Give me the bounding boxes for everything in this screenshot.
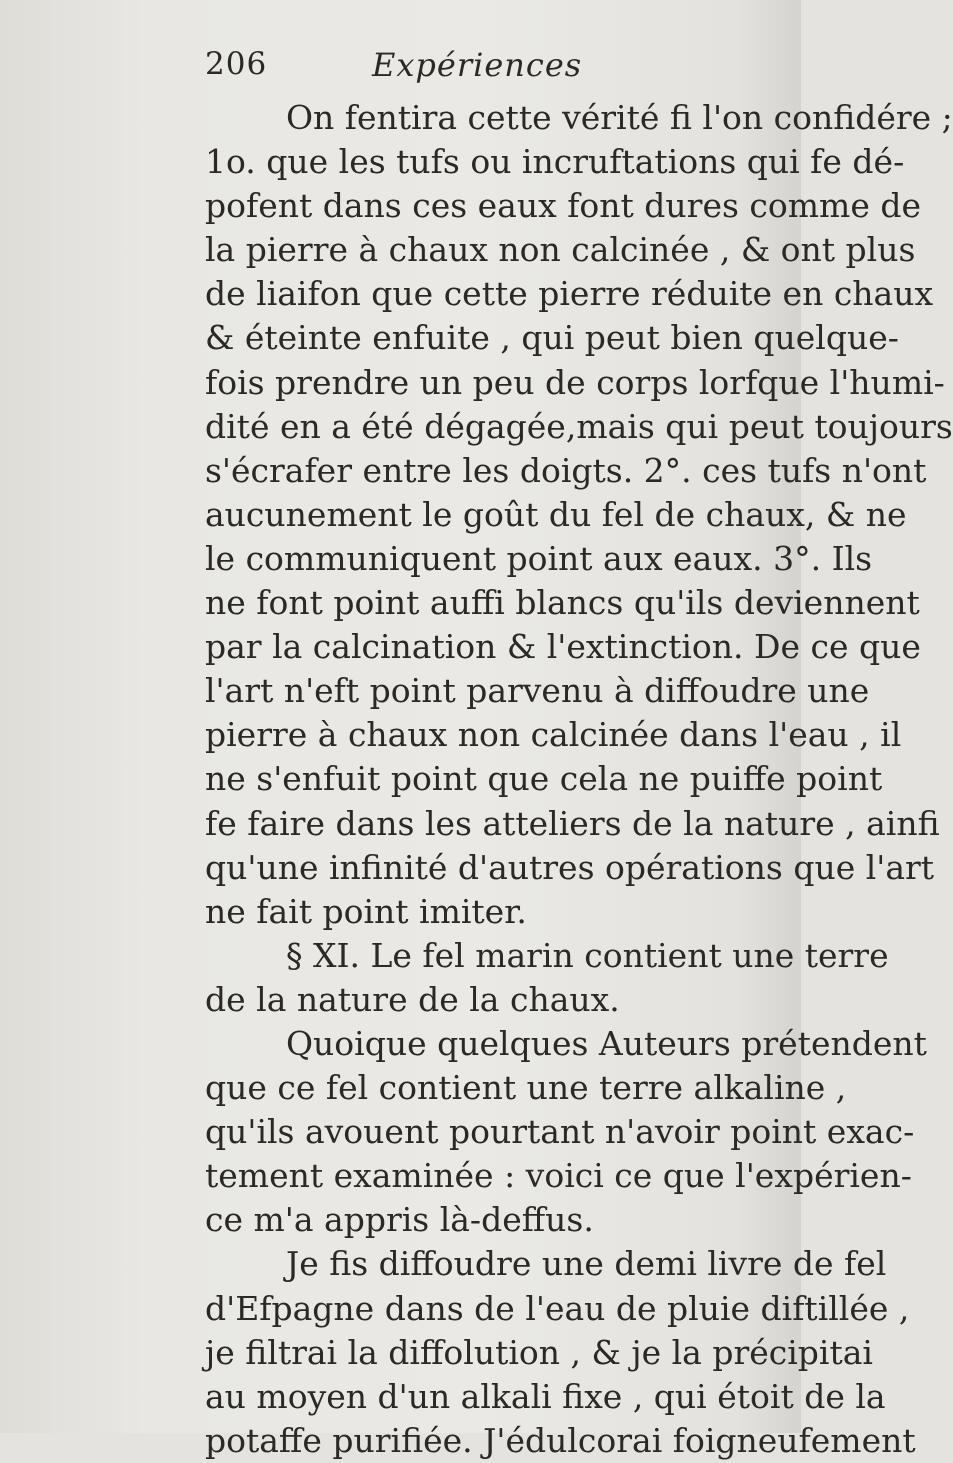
text-line: de liaifon que cette pierre réduite en chaux xyxy=(205,274,934,314)
body-text xyxy=(205,96,953,1463)
page-number: 206 xyxy=(205,46,268,82)
page-header xyxy=(0,46,801,86)
text-line: qu'ils avouent pourtant n'avoir point exac- xyxy=(205,1112,915,1152)
text-line: je filtrai la diffolution , & je la précipitai xyxy=(205,1332,873,1372)
text-line: que ce fel contient une terre alkaline , xyxy=(205,1068,847,1108)
text-line: l'art n'eft point parvenu à diffoudre une xyxy=(205,671,870,711)
text-line: Je fis diffoudre une demi livre de fel xyxy=(286,1244,887,1284)
text-line: ne fait point imiter. xyxy=(205,891,527,931)
text-line: dité en a été dégagée,mais qui peut toujours xyxy=(205,406,953,446)
text-line: fois prendre un peu de corps lorfque l'humi- xyxy=(205,362,945,402)
text-line: la pierre à chaux non calcinée , & ont plus xyxy=(205,230,916,270)
running-title: Expériences xyxy=(372,46,583,84)
text-line: s'écrafer entre les doigts. 2°. ces tufs n'ont xyxy=(205,450,927,490)
section-heading-line: de la nature de la chaux. xyxy=(205,979,620,1019)
text-line: fe faire dans les atteliers de la nature , ainfi xyxy=(205,803,940,843)
text-line: ce m'a appris là-deffus. xyxy=(205,1200,594,1240)
text-line: d'Efpagne dans de l'eau de pluie diftillée , xyxy=(205,1288,910,1328)
text-line: aucunement le goût du fel de chaux, & ne xyxy=(205,494,907,534)
text-line: pierre à chaux non calcinée dans l'eau , il xyxy=(205,715,902,755)
text-line: qu'une infinité d'autres opérations que l'art xyxy=(205,847,935,887)
text-line: le communiquent point aux eaux. 3°. Ils xyxy=(205,538,873,578)
text-line: au moyen d'un alkali fixe , qui étoit de la xyxy=(205,1376,886,1416)
text-line: par la calcination & l'extinction. De ce que xyxy=(205,627,921,667)
text-line: ne font point auffi blancs qu'ils deviennent xyxy=(205,583,920,623)
text-line: pofent dans ces eaux font dures comme de xyxy=(205,186,922,226)
text-line: 1o. que les tufs ou incruftations qui fe dé- xyxy=(205,142,905,182)
text-line: potaffe purifiée. J'édulcorai foigneufement xyxy=(205,1420,916,1460)
text-line: Quoique quelques Auteurs prétendent xyxy=(286,1023,927,1063)
text-line: tement examinée : voici ce que l'expérien- xyxy=(205,1156,912,1196)
text-line: & éteinte enfuite , qui peut bien quelque- xyxy=(205,318,899,358)
section-heading-line: § XI. Le fel marin contient une terre xyxy=(286,935,889,975)
text-line: ne s'enfuit point que cela ne puiffe point xyxy=(205,759,883,799)
text-line: On fentira cette vérité fi l'on confidére ; xyxy=(286,98,953,137)
